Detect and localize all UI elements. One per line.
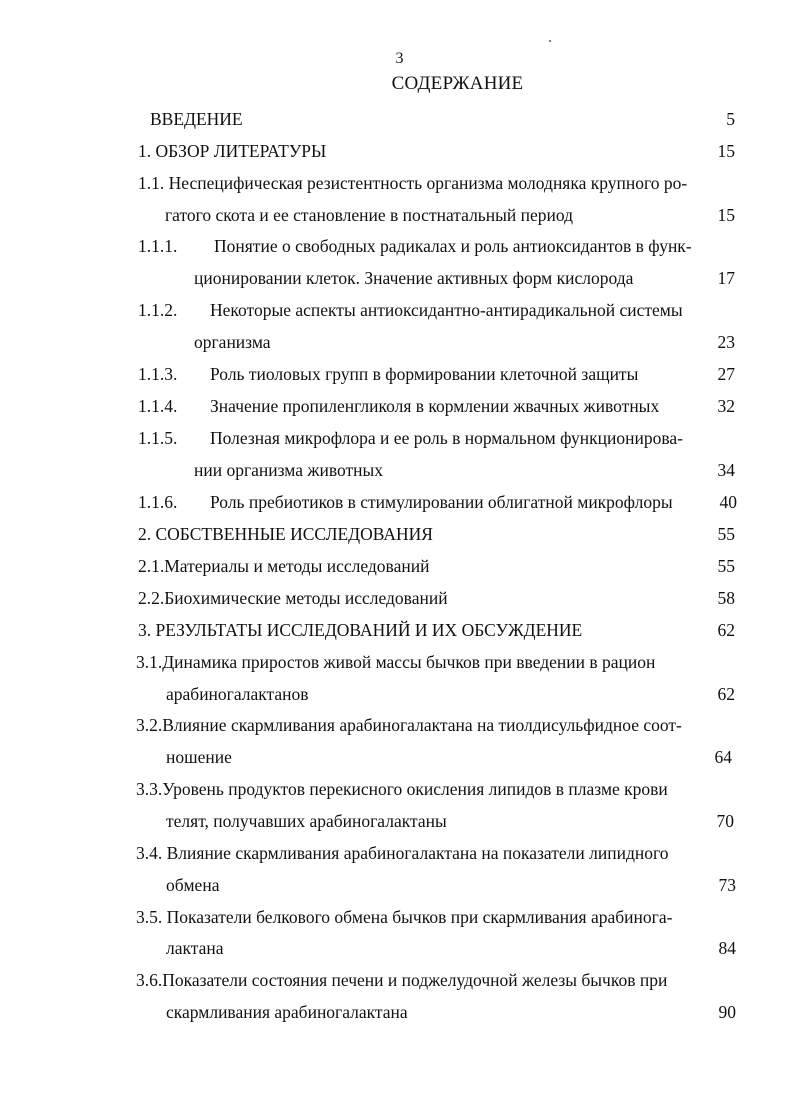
- toc-num-1-1-4: 1.1.4.: [138, 396, 178, 416]
- page-title: СОДЕРЖАНИЕ: [391, 73, 524, 94]
- toc-page-1-1: 15: [717, 205, 735, 225]
- toc-entry-3-6: 3.6.Показатели состояния печени и поджелудочной железы бычков при: [136, 970, 668, 990]
- toc-page-3-5: 84: [718, 938, 736, 958]
- toc-entry-1-1-5-cont: нии организма животных: [194, 460, 384, 480]
- toc-page-3-3: 70: [716, 811, 734, 831]
- toc-page-2-2: 58: [717, 588, 735, 608]
- toc-num-1-1-1: 1.1.1.: [138, 236, 178, 256]
- toc-num-1-1-3: 1.1.3.: [138, 364, 178, 384]
- toc-num-1-1-5: 1.1.5.: [138, 428, 178, 448]
- toc-entry-1-1-5: Полезная микрофлора и ее роль в нормальном функционирова-: [210, 428, 683, 448]
- toc-entry-3-6-cont: скармливания арабиногалактана: [166, 1002, 408, 1022]
- toc-entry-1: 1. ОБЗОР ЛИТЕРАТУРЫ: [138, 141, 327, 161]
- toc-entry-3-1: 3.1.Динамика приростов живой массы бычков при введении в рацион: [136, 652, 656, 672]
- toc-entry-3-4-cont: обмена: [166, 875, 220, 895]
- toc-page-1-1-1: 17: [717, 268, 735, 288]
- toc-entry-1-1-2: Некоторые аспекты антиоксидантно-антирадикальной системы: [210, 300, 683, 320]
- toc-num-1-1-6: 1.1.6.: [138, 492, 178, 512]
- toc-entry-2: 2. СОБСТВЕННЫЕ ИССЛЕДОВАНИЯ: [138, 524, 433, 544]
- toc-num-1-1-2: 1.1.2.: [138, 300, 178, 320]
- toc-page-3-1: 62: [717, 684, 735, 704]
- toc-entry-3-5-cont: лактана: [166, 938, 224, 958]
- toc-entry-3-2-cont: ношение: [166, 747, 232, 767]
- toc-page-1-1-2: 23: [717, 332, 735, 352]
- toc-page-2-1: 55: [717, 556, 735, 576]
- toc-entry-1-1-4: Значение пропиленгликоля в кормлении жвачных животных: [210, 396, 660, 416]
- toc-page-3-4: 73: [718, 875, 736, 895]
- toc-entry-1-1: 1.1. Неспецифическая резистентность организма молодняка крупного ро-: [138, 173, 688, 193]
- toc-page-3-2: 64: [714, 747, 732, 767]
- toc-page-1: 15: [717, 141, 735, 161]
- toc-entry-2-1: 2.1.Материалы и методы исследований: [138, 556, 430, 576]
- toc-entry-1-1-1-cont: ционировании клеток. Значение активных форм кислорода: [194, 268, 634, 288]
- toc-entry-3-1-cont: арабиногалактанов: [166, 684, 309, 704]
- toc-entry-intro: ВВЕДЕНИЕ: [150, 109, 243, 129]
- toc-page-1-1-3: 27: [717, 364, 735, 384]
- toc-entry-1-1-1: Понятие о свободных радикалах и роль антиоксидантов в функ-: [214, 236, 692, 256]
- toc-page-3: 62: [717, 620, 735, 640]
- toc-entry-3-3-cont: телят, получавших арабиногалактаны: [166, 811, 447, 831]
- toc-entry-1-1-6: Роль пребиотиков в стимулировании облигатной микрофлоры: [210, 492, 673, 512]
- toc-entry-3-2: 3.2.Влияние скармливания арабиногалактана на тиолдисульфидное соот-: [136, 715, 682, 735]
- scan-speck: [549, 40, 551, 42]
- toc-entry-3: 3. РЕЗУЛЬТАТЫ ИССЛЕДОВАНИЙ И ИХ ОБСУЖДЕНИЕ: [138, 620, 583, 640]
- toc-page-2: 55: [717, 524, 735, 544]
- toc-page-1-1-6: 40: [719, 492, 737, 512]
- toc-page-1-1-5: 34: [717, 460, 735, 480]
- toc-page-intro: 5: [726, 109, 735, 129]
- toc-entry-1-1-3: Роль тиоловых групп в формировании клеточной защиты: [210, 364, 639, 384]
- toc-entry-1-1-cont: гатого скота и ее становление в постнатальный период: [165, 205, 574, 225]
- toc-entry-1-1-2-cont: организма: [194, 332, 271, 352]
- toc-entry-3-4: 3.4. Влияние скармливания арабиногалактана на показатели липидного: [136, 843, 669, 863]
- page-number: 3: [395, 50, 404, 67]
- toc-entry-2-2: 2.2.Биохимические методы исследований: [138, 588, 448, 608]
- toc-entry-3-3: 3.3.Уровень продуктов перекисного окисления липидов в плазме крови: [136, 779, 668, 799]
- toc-page-1-1-4: 32: [717, 396, 735, 416]
- toc-entry-3-5: 3.5. Показатели белкового обмена бычков при скармливания арабинога-: [136, 907, 673, 927]
- toc-page-3-6: 90: [718, 1002, 736, 1022]
